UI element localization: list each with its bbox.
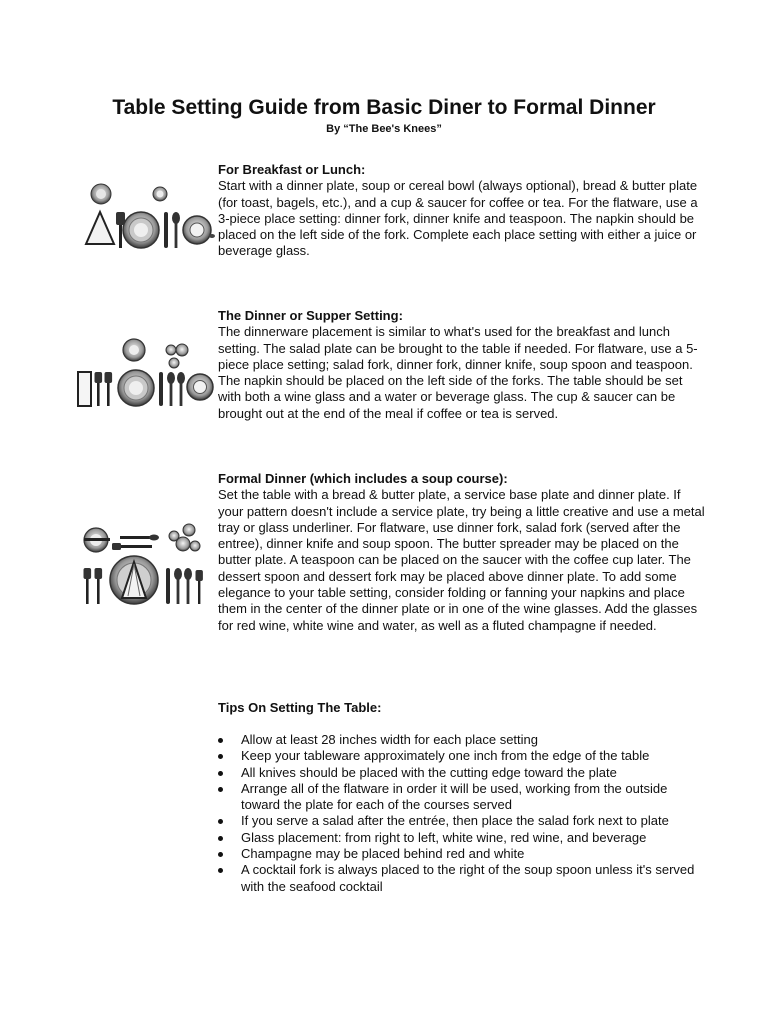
tip-text: Allow at least 28 inches width for each place setting [241, 732, 539, 747]
section-heading: Formal Dinner (which includes a soup course): [218, 471, 508, 486]
section-body: Set the table with a bread & butter plate, a service base plate and dinner plate. If your pattern doesn't include a service plate, try being a little creative and use a metal tray or glass underliner. For flatware, use dinner fork, salad fork (served after the entree), dinner knife and soup spoon. The butter spreader may be placed on the butter plate. A teaspoon can be placed on the saucer with the coffee cup later. The dessert spoon and dessert fork may be placed above dinner plate. To add some elegance to your table setting, consider folding or fanning your napkins and place them in the center of the dinner plate or in one of the wine glasses. Add the glasses for red wine, white wine and water, as well as a fluted champagne if needed. [218, 487, 705, 633]
tip-text: Keep your tableware approximately one inch from the edge of the table [241, 748, 650, 764]
bullet-icon [218, 836, 223, 841]
section-body: The dinnerware placement is similar to what's used for the breakfast and lunch setting. The salad plate can be brought to the table if needed. For flatware, use a 5-piece place setting; salad fork, dinner fork, dinner knife, soup spoon and teaspoon. The napkin should be placed on the left side of the forks. The table should be set with both a wine glass and a water or beverage glass. The cup & saucer can be brought out at the end of the meal if coffee or tea is served. [218, 324, 698, 421]
section-heading: For Breakfast or Lunch: [218, 162, 366, 177]
list-item [218, 862, 708, 895]
list-item [218, 748, 708, 764]
tip-text: A cocktail fork is always placed to the right of the soup spoon unless it's served with the seafood cocktail [241, 862, 695, 894]
bullet-icon [218, 771, 223, 776]
bullet-icon [218, 868, 223, 873]
tip-text: All knives should be placed with the cutting edge toward the plate [241, 764, 617, 780]
breakfast-setting-illustration [78, 178, 216, 256]
list-item [218, 830, 708, 846]
bullet-icon [218, 754, 223, 759]
tip-text: Arrange all of the flatware in order it will be used, working from the outside toward the plate for each of the courses served [241, 780, 668, 813]
list-item [218, 813, 708, 829]
list-item [218, 765, 708, 781]
tips-heading: Tips On Setting The Table: [218, 700, 382, 715]
list-item [218, 732, 708, 748]
formal-dinner-section [218, 471, 708, 634]
bullet-icon [218, 787, 223, 792]
bullet-icon [218, 852, 223, 857]
tip-text: Glass placement: from right to left, white wine, red wine, and beverage [241, 829, 647, 845]
tip-text: Champagne may be placed behind red and white [241, 846, 525, 862]
dinner-supper-section [218, 308, 708, 422]
bullet-icon [218, 738, 223, 743]
tips-list [218, 732, 708, 895]
breakfast-lunch-section [218, 162, 708, 260]
tip-text: If you serve a salad after the entrée, then place the salad fork next to plate [241, 813, 669, 829]
list-item [218, 846, 708, 862]
dinner-setting-illustration [74, 336, 216, 412]
section-heading: The Dinner or Supper Setting: [218, 308, 403, 323]
formal-dinner-setting-illustration [76, 518, 218, 608]
byline: By “The Bee's Knees” [326, 123, 442, 135]
list-item [218, 781, 708, 814]
section-body: Start with a dinner plate, soup or cereal bowl (always optional), bread & butter plate (for toast, bagels, etc.), and a cup & saucer for coffee or tea. For the flatware, use a 3-piece place setting: dinner fork, dinner knife and teaspoon. The napkin should be placed on the left side of the fork. Complete each place setting with either a juice or beverage glass. [218, 178, 698, 259]
page-title: Table Setting Guide from Basic Diner to Formal Dinner [112, 96, 656, 119]
bullet-icon [218, 819, 223, 824]
